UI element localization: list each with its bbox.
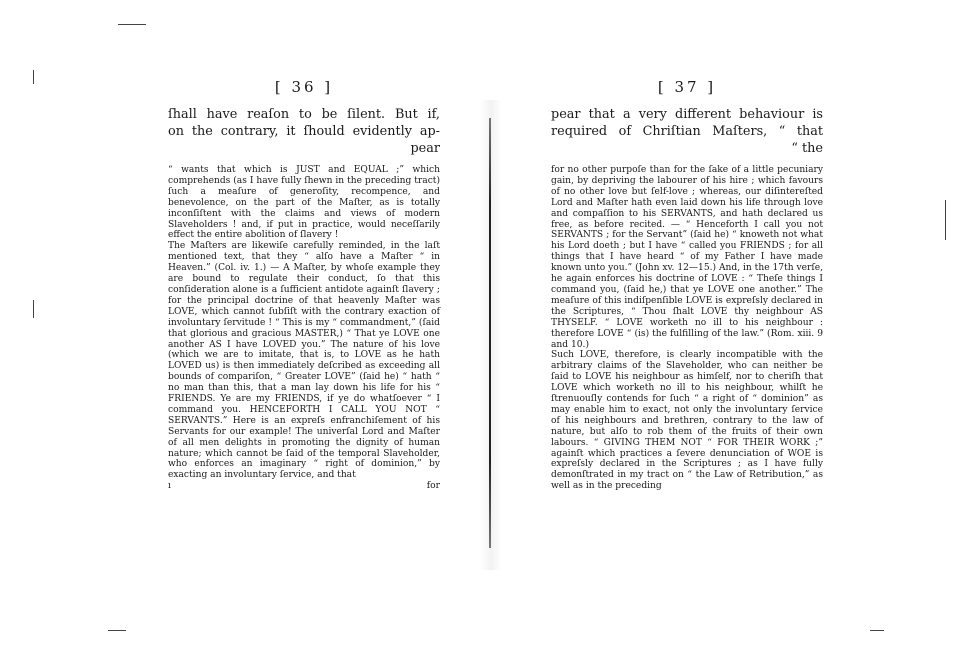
scan-mark-top-left (118, 24, 146, 25)
paragraph: The Maſters are likewiſe carefully reminded, in the laſt mentioned text, that they “ alſo have a Maſter “ in Heaven.” (Col. iv. 1.) — A Maſter, by whoſe example they are bound to regulate their conduct, ſo that this conſideration alone is a ſufficient antidote againſt ſlavery ; for the principal doctrine of that heavenly Maſter was LOVE, which cannot ſubſiſt with the contrary exaction of involuntary ſervitude ! “ This is my “ commandment,” (ſaid that glorious and gracious MASTER,) “ That ye LOVE one another AS I have LOVED you.” The nature of his love (which we are to imitate, that is, to LOVE as he hath LOVED us) is then immediately deſcribed as exceeding all bounds of compariſon, “ Greater LOVE” (ſaid he) “ hath “ no man than this, that a man lay down his life for his “ FRIENDS. Ye are my FRIENDS, if ye do whatſoever “ I command you. HENCEFORTH I CALL YOU NOT “ SERVANTS.” Here is an expreſs enfranchiſement of his Servants for our example! The univerſal Lord and Maſter of all men delights in promoting the dignity of human nature; which cannot be ſaid of the temporal Slaveholder, who enforces an imaginary “ right of dominion,” by exacting an involuntary ſervice, and that (168, 241, 440, 481)
lead-line-1: ſhall have reaſon to be ſilent. But if, (168, 107, 440, 122)
lead-line-2: on the contrary, it ſhould evidently ap- (168, 124, 440, 139)
signature-mark: ı (168, 481, 171, 492)
page-number: [ 37 ] (657, 78, 717, 96)
catchword: for (426, 481, 440, 492)
paragraph: “ wants that which is JUST and EQUAL ;” which comprehends (as I have fully ſhewn in the preceding tract) ſuch a meaſure of generoſity, recompence, and benevolence, on the part of the Maſter, as is totally inconſiſtent with the claims and views of modern Slaveholders ! and, if put in practice, would neceſſarily effect the entire abolition of ſlavery ! (168, 165, 440, 241)
page-number: [ 36 ] (274, 78, 334, 96)
lead-line-3: “ the (791, 141, 823, 156)
body-text (168, 165, 440, 481)
book-gutter (489, 118, 491, 548)
lead-line-1: pear that a very different behaviour is (551, 107, 823, 122)
body-text (551, 165, 823, 492)
scan-mark-bottom-right (870, 630, 884, 631)
left-page (168, 78, 440, 492)
page-footer (168, 481, 440, 492)
scan-mark-left-edge (33, 70, 34, 84)
lead-line-3: pear (410, 141, 440, 156)
gutter-shadow (480, 100, 502, 570)
right-page (551, 78, 823, 492)
scan-mark-left-edge-2 (33, 300, 34, 318)
lead-line-2: required of Chriſtian Maſters, “ that (551, 124, 823, 139)
scan-mark-bottom (108, 630, 126, 631)
scan-mark-right-edge (945, 200, 946, 240)
paragraph: for no other purpoſe than for the ſake of a little pecuniary gain, by depriving the labourer of his hire ; which favours of no other love but ſelf-love ; whereas, our diſintereſted Lord and Maſter hath even laid down his life through love and compaſſion to his SERVANTS, and hath declared us free, as before recited. — “ Henceforth I call you not SERVANTS ; for the Servant” (ſaid he) “ knoweth not what his Lord doeth ; but I have “ called you FRIENDS ; for all things that I have heard “ of my Father I have made known unto you.” (John xv. 12—15.) And, in the 17th verſe, he again enforces his doctrine of LOVE : “ Theſe things I command you, (ſaid he,) that ye LOVE one another.” The meaſure of this indiſpenſible LOVE is expreſsly declared in the Scriptures, “ Thou ſhalt LOVE thy neighbour AS THYSELF. “ LOVE worketh no ill to his neighbour : therefore LOVE “ (is) the fulfilling of the law.” (Rom. xiii. 9 and 10.) (551, 165, 823, 350)
paragraph: Such LOVE, therefore, is clearly incompatible with the arbitrary claims of the Slaveholder, who can neither be ſaid to LOVE his neighbour as himſelf, nor to cheriſh that LOVE which worketh no ill to his neighbour, whilſt he ſtrenuouſly contends for ſuch “ a right of “ dominion” as may enable him to exact, not only the involuntary ſervice of his neighbours and brethren, contrary to the law of nature, but alſo to rob them of the fruits of their own labours. “ GIVING THEM NOT “ FOR THEIR WORK ;” againſt which practices a ſevere denunciation of WOE is expreſsly declared in the Scriptures ; as I have fully demonſtrated in my tract on “ the Law of Retribution,” as well as in the preceding (551, 350, 823, 492)
